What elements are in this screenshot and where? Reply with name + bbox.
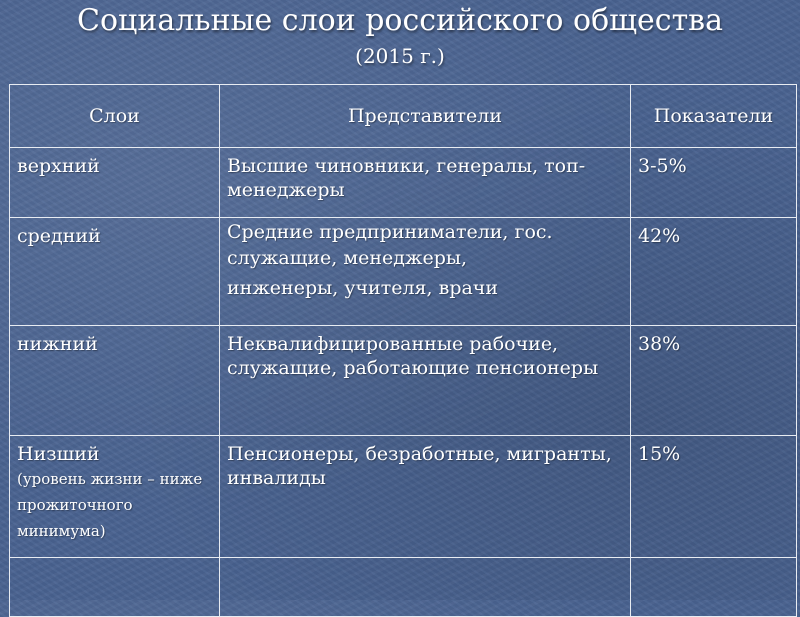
share-cell: 38% xyxy=(631,326,797,436)
empty-cell xyxy=(10,558,220,617)
share-cell: 15% xyxy=(631,436,797,558)
representatives-cell: Неквалифицированные рабочие, служащие, работающие пенсионеры xyxy=(220,326,631,436)
share-cell: 3-5% xyxy=(631,148,797,218)
table-row-lower xyxy=(10,326,797,436)
empty-cell xyxy=(631,558,797,617)
layer-cell: нижний xyxy=(10,326,220,436)
social-layers-table xyxy=(9,84,797,617)
slide-subtitle: (2015 г.) xyxy=(355,44,445,68)
header-layers: Слои xyxy=(10,85,220,148)
table-row-middle xyxy=(10,218,797,326)
header-indicators: Показатели xyxy=(631,85,797,148)
header-representatives: Представители xyxy=(220,85,631,148)
table-row-empty xyxy=(10,558,797,617)
table-row-upper xyxy=(10,148,797,218)
layer-cell: верхний xyxy=(10,148,220,218)
empty-cell xyxy=(220,558,631,617)
representatives-line-1: Средние предприниматели, гос. служащие, менеджеры, xyxy=(227,221,553,269)
slide-title: Социальные слои российского общества xyxy=(77,3,723,38)
layer-cell: средний xyxy=(10,218,220,326)
representatives-cell: Пенсионеры, безработные, мигранты, инвалиды xyxy=(220,436,631,558)
table-header-row xyxy=(10,85,797,148)
representatives-cell xyxy=(220,218,631,326)
share-cell: 42% xyxy=(631,218,797,326)
layer-note: (уровень жизни – ниже прожиточного минимума) xyxy=(17,470,203,540)
table-row-lowest xyxy=(10,436,797,558)
layer-name: Низший xyxy=(17,443,100,465)
representatives-cell: Высшие чиновники, генералы, топ-менеджеры xyxy=(220,148,631,218)
layer-cell xyxy=(10,436,220,558)
representatives-line-2: инженеры, учителя, врачи xyxy=(227,277,499,299)
